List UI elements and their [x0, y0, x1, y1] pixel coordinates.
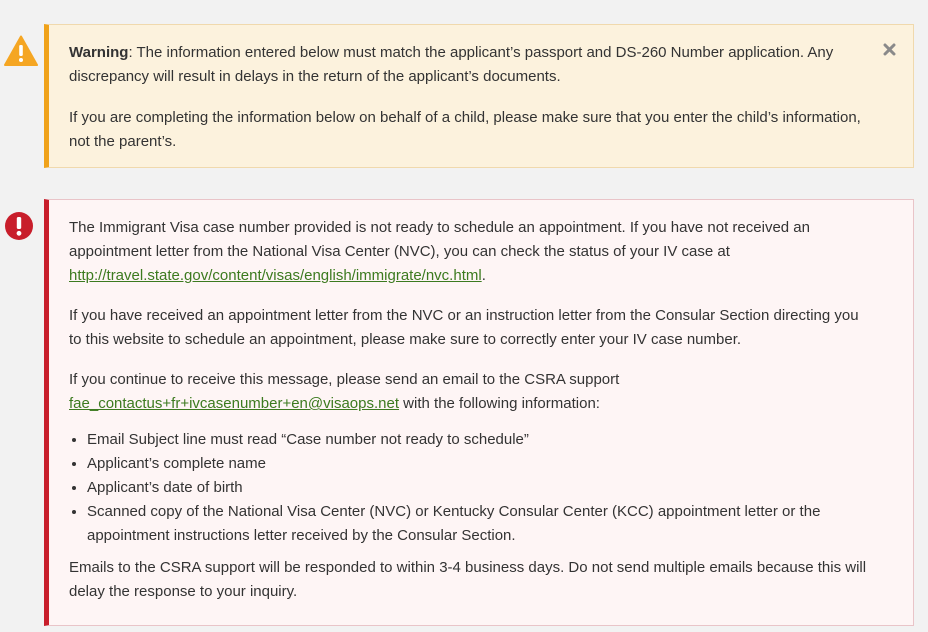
error-footer-note: Emails to the CSRA support will be responded to within 3-4 business days. Do not send multiple emails because this will delay the response to your inquiry.	[69, 559, 867, 600]
error-paragraph-status-end: .	[481, 267, 486, 284]
close-icon[interactable]	[883, 43, 896, 56]
warning-text: : The information entered below must match the applicant’s passport and DS-260 Number application. Any discrepancy will result in delays in the return of the applicant’s documents.	[69, 44, 834, 85]
error-paragraph-instructions: If you have received an appointment letter from the NVC or an instruction letter from the Consular Section directing you to this website to schedule an appointment, please make sure to correctly enter your IV case number.	[69, 307, 859, 348]
error-circle-icon	[4, 211, 34, 241]
required-info-list	[69, 428, 873, 548]
error-paragraph-status	[69, 216, 873, 288]
nvc-status-link[interactable]: http://travel.state.gov/content/visas/english/immigrate/nvc.html	[69, 267, 482, 284]
warning-message	[69, 41, 863, 89]
warning-label: Warning	[69, 44, 129, 61]
close-button[interactable]	[879, 39, 899, 59]
error-paragraph-status-text: The Immigrant Visa case number provided is not ready to schedule an appointment. If you have not received an appointment letter from the National Visa Center (NVC), you can check the status of your IV case at	[69, 219, 810, 260]
list-item: • Scanned copy of the National Visa Center (NVC) or Kentucky Consular Center (KCC) appointment letter or the appointment instructions letter received by the Consular Section.	[87, 500, 873, 548]
error-alert	[44, 199, 914, 626]
warning-alert	[44, 24, 914, 168]
support-email-link[interactable]: fae_contactus+fr+ivcasenumber+en@visaops.net	[69, 395, 400, 412]
warning-child-note: If you are completing the information below on behalf of a child, please make sure that you enter the child’s information, not the parent’s.	[69, 109, 861, 150]
list-item: • Email Subject line must read “Case number not ready to schedule”	[87, 428, 873, 452]
error-paragraph-contact-end: with the following information:	[399, 395, 600, 412]
warning-triangle-icon	[4, 35, 38, 67]
error-paragraph-contact-text: If you continue to receive this message, please send an email to the CSRA support	[69, 371, 620, 388]
list-item: • Applicant’s complete name	[87, 452, 873, 476]
list-item: • Applicant’s date of birth	[87, 476, 873, 500]
error-paragraph-contact	[69, 368, 873, 416]
